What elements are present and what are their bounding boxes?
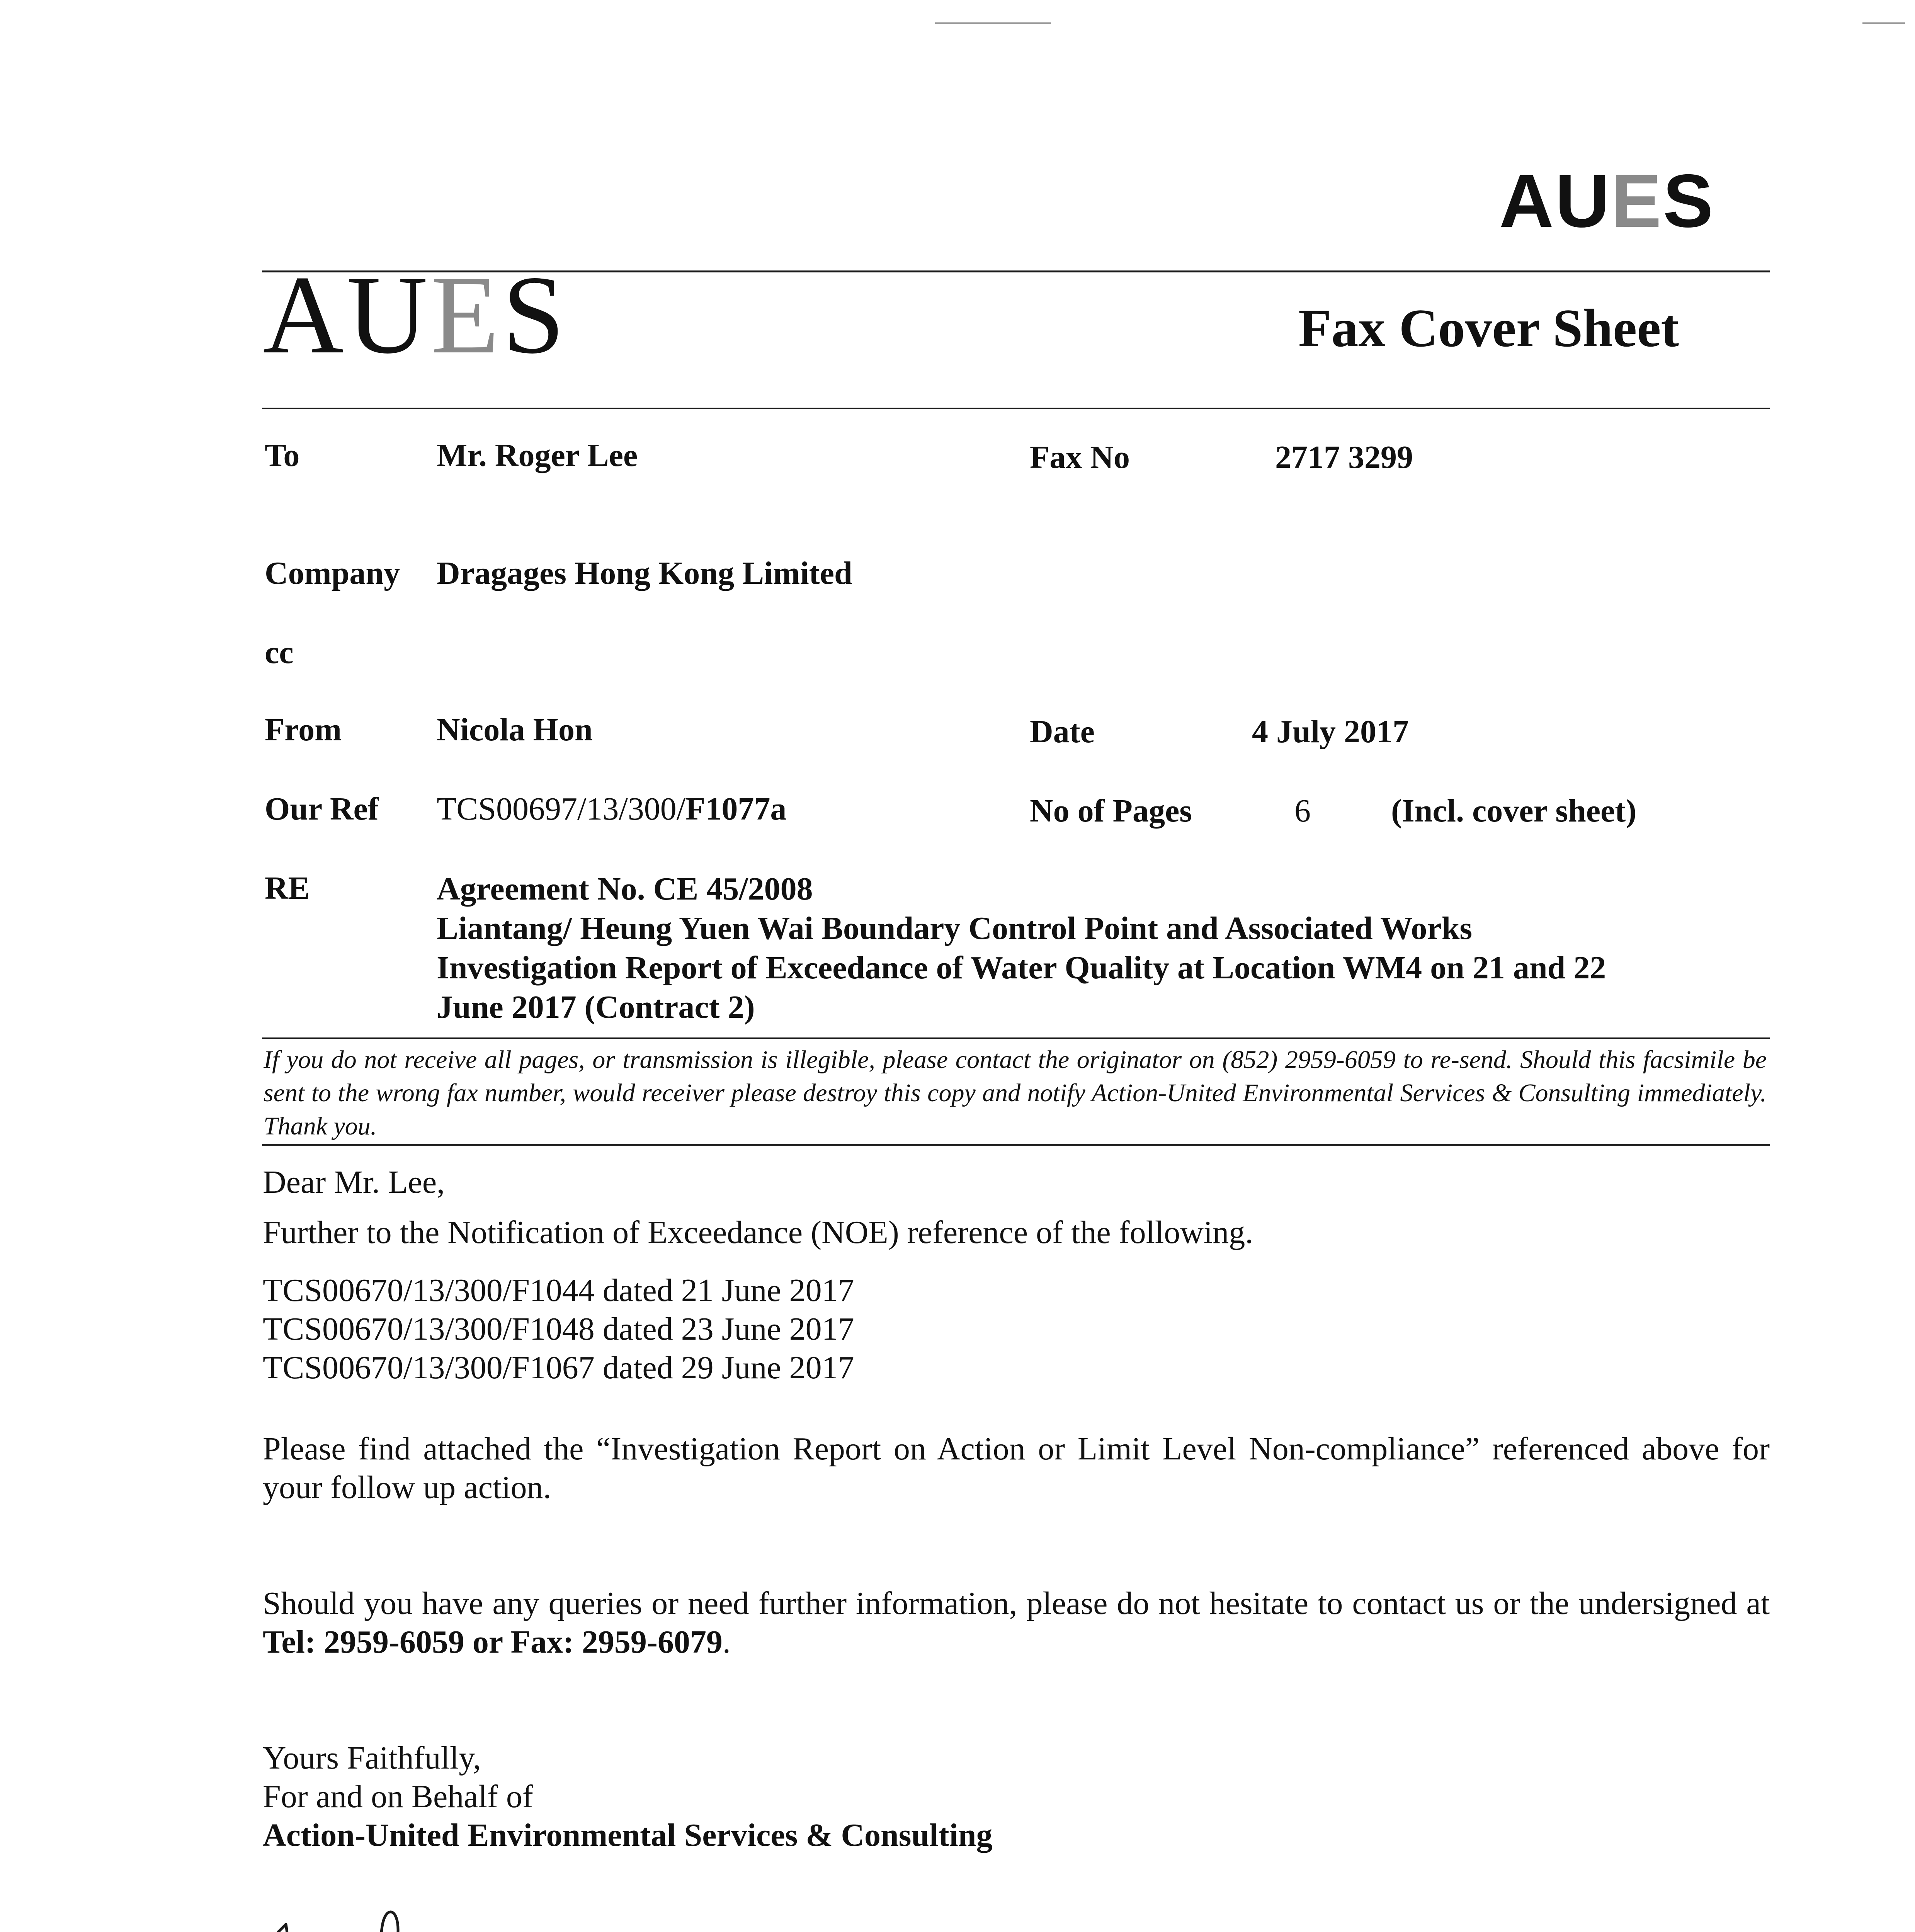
logo-large-part3: S [502, 253, 568, 377]
closing-block [263, 1739, 992, 1855]
scan-mark-top-center [935, 22, 1051, 24]
notice-top-rule [262, 1037, 1770, 1039]
contact-paragraph-text: Should you have any queries or need further information, please do not hesitate to contact us or the undersigned at [263, 1585, 1770, 1621]
logo-small [1499, 159, 1715, 243]
scan-mark-top-right [1862, 22, 1905, 24]
logo-large-part1: AU [263, 253, 431, 377]
pages-note: (Incl. cover sheet) [1391, 793, 1637, 829]
date-value: 4 July 2017 [1252, 714, 1409, 750]
re-line: June 2017 (Contract 2) [437, 989, 755, 1025]
notice-bottom-rule [262, 1144, 1770, 1146]
logo-small-part3: S [1663, 159, 1715, 243]
noe-reference: TCS00670/13/300/F1048 dated 23 June 2017 [263, 1311, 854, 1347]
logo-large [263, 253, 568, 377]
attached-report-paragraph: Please find attached the “Investigation Report on Action or Limit Level Non-compliance” referenced above for your follow up action. [263, 1431, 1770, 1505]
company-label: Company [265, 555, 400, 591]
logo-large-part2: E [430, 253, 503, 377]
re-subject [437, 869, 1758, 1027]
closing-line: For and on Behalf of [263, 1779, 533, 1815]
re-line: Agreement No. CE 45/2008 [437, 871, 813, 907]
cc-label: cc [265, 634, 294, 670]
logo-small-part2: E [1611, 159, 1663, 243]
pages-value: 6 [1294, 793, 1311, 829]
closing-company: Action-United Environmental Services & Consulting [263, 1817, 993, 1853]
to-label: To [265, 437, 300, 473]
header-bottom-rule [262, 408, 1770, 409]
page-title: Fax Cover Sheet [1298, 298, 1679, 358]
re-line: Liantang/ Heung Yuen Wai Boundary Control Point and Associated Works [437, 910, 1473, 946]
transmission-notice: If you do not receive all pages, or transmission is illegible, please contact the originator on (852) 2959-6059 to re-send. Should this facsimile be sent to the wrong fax number, would receiver please destroy this copy and notify Action-United Environmental Services & Consulting immediately. Thank you. [264, 1046, 1767, 1140]
logo-small-part1: AU [1499, 159, 1611, 243]
noe-reference-list [263, 1271, 854, 1387]
contact-numbers: Tel: 2959-6059 or Fax: 2959-6079 [263, 1624, 723, 1660]
contact-paragraph [263, 1584, 1770, 1662]
date-label: Date [1030, 714, 1095, 750]
noe-reference: TCS00670/13/300/F1044 dated 21 June 2017 [263, 1272, 854, 1308]
our-ref-prefix: TCS00697/13/300/ [437, 791, 686, 827]
salutation: Dear Mr. Lee, [263, 1164, 445, 1200]
re-line: Investigation Report of Exceedance of Water Quality at Location WM4 on 21 and 22 [437, 950, 1606, 986]
intro-paragraph: Further to the Notification of Exceedance (NOE) reference of the following. [263, 1214, 1253, 1250]
from-label: From [265, 712, 342, 748]
our-ref-label: Our Ref [265, 791, 379, 827]
our-ref-suffix: F1077a [685, 791, 787, 827]
contact-paragraph-end: . [722, 1624, 731, 1660]
to-value: Mr. Roger Lee [437, 437, 638, 473]
signature [255, 1886, 510, 1932]
re-label: RE [265, 870, 310, 906]
fax-no-value: 2717 3299 [1275, 439, 1413, 475]
noe-reference: TCS00670/13/300/F1067 dated 29 June 2017 [263, 1350, 854, 1386]
our-ref-value [437, 790, 786, 828]
pages-label: No of Pages [1030, 793, 1192, 829]
fax-no-label: Fax No [1030, 439, 1130, 475]
company-value: Dragages Hong Kong Limited [437, 555, 852, 591]
closing-line: Yours Faithfully, [263, 1740, 481, 1776]
from-value: Nicola Hon [437, 712, 593, 748]
